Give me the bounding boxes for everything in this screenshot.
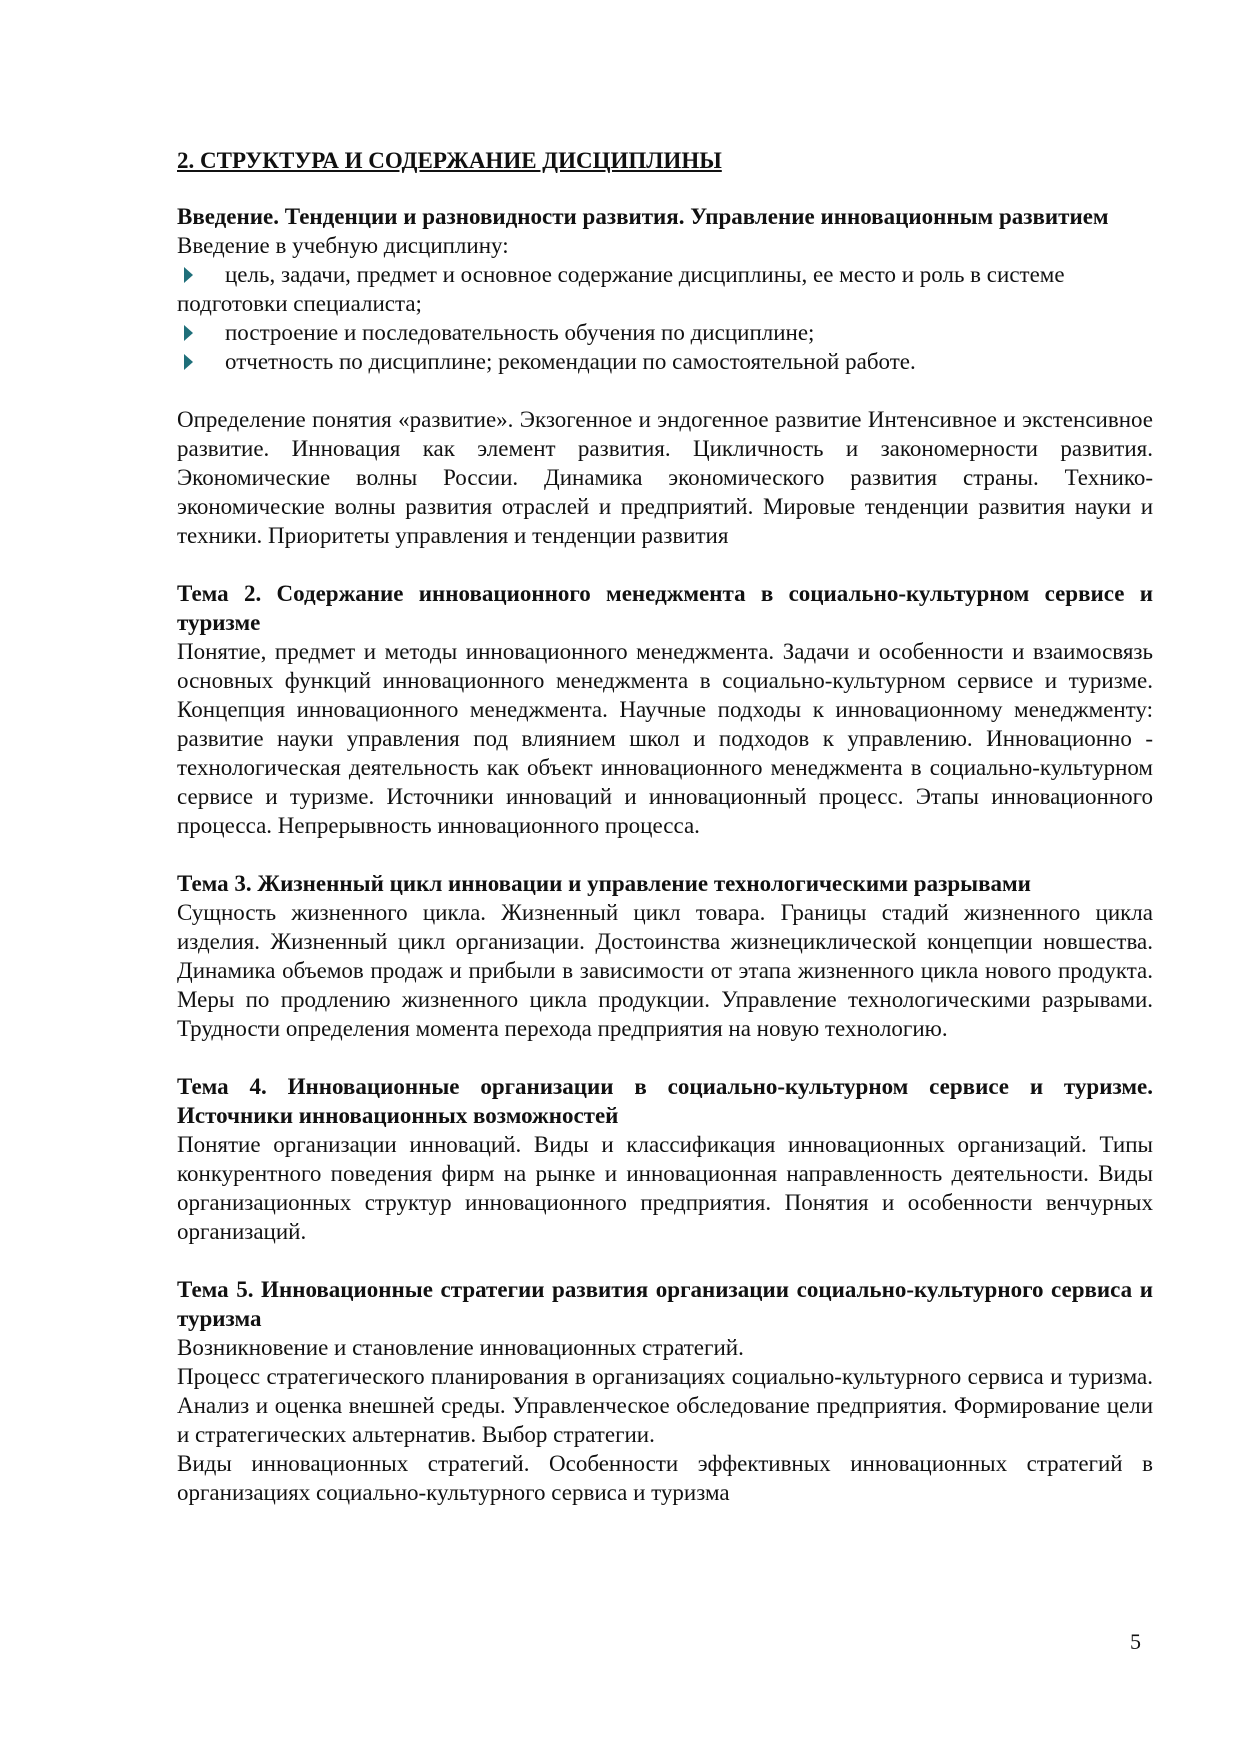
intro-lead: Введение в учебную дисциплину: — [177, 233, 509, 258]
list-item — [177, 260, 1153, 318]
topic-5-paragraph: Процесс стратегического планирования в организациях социально-культурного сервиса и туризма. Анализ и оценка внешней среды. Управленческое обследование предприятия. Формирование цели и стратегических альтернатив. Выбор стратегии. — [177, 1364, 1153, 1447]
topic-3-title: Тема 3. Жизненный цикл инновации и управление технологическими разрывами — [177, 871, 1031, 896]
intro-title: Введение. Тенденции и разновидности развития. Управление инновационным развитием — [177, 204, 1109, 229]
bullet-arrow-icon — [184, 354, 193, 370]
list-item-text: отчетность по дисциплине; рекомендации по самостоятельной работе. — [225, 349, 916, 374]
bullet-arrow-icon — [184, 325, 193, 341]
topic-5-paragraph: Возникновение и становление инновационных стратегий. — [177, 1335, 744, 1360]
bullet-arrow-icon — [184, 267, 193, 283]
list-item-text: цель, задачи, предмет и основное содержание дисциплины, ее место и роль в системе подготовки специалиста; — [177, 262, 1065, 316]
page-number: 5 — [1130, 1629, 1141, 1654]
list-item-text: построение и последовательность обучения по дисциплине; — [225, 320, 815, 345]
intro-body: Определение понятия «развитие». Экзогенное и эндогенное развитие Интенсивное и экстенсивное развитие. Инновация как элемент развития. Цикличность и закономерности развития. Экономические волны России. Динамика экономического развития страны. Технико-экономические волны развития отраслей и предприятий. Мировые тенденции развития науки и техники. Приоритеты управления и тенденции развития — [177, 407, 1153, 548]
spacer — [177, 840, 1153, 869]
spacer — [177, 1246, 1153, 1275]
spacer — [177, 376, 1153, 405]
topic-3-body: Сущность жизненного цикла. Жизненный цикл товара. Границы стадий жизненного цикла изделия. Жизненный цикл организации. Достоинства жизнециклической концепции новшества. Динамика объемов продаж и прибыли в зависимости от этапа жизненного цикла нового продукта. Меры по продлению жизненного цикла продукции. Управление технологическими разрывами. Трудности определения момента перехода предприятия на новую технологию. — [177, 900, 1153, 1041]
document-page — [177, 146, 1153, 1507]
topic-4-body: Понятие организации инноваций. Виды и классификация инновационных организаций. Типы конкурентного поведения фирм на рынке и инновационная направленность деятельности. Виды организационных структур инновационного предприятия. Понятия и особенности венчурных организаций. — [177, 1132, 1153, 1244]
section-title: 2. СТРУКТУРА И СОДЕРЖАНИЕ ДИСЦИПЛИНЫ — [177, 148, 722, 173]
topic-5-paragraph: Виды инновационных стратегий. Особенности эффективных инновационных стратегий в организациях социально-культурного сервиса и туризма — [177, 1451, 1153, 1505]
spacer — [177, 1043, 1153, 1072]
topic-2-body: Понятие, предмет и методы инновационного менеджмента. Задачи и особенности и взаимосвязь основных функций инновационного менеджмента в социально-культурном сервисе и туризме. Концепция инновационного менеджмента. Научные подходы к инновационному менеджменту: развитие науки управления под влиянием школ и подходов к управлению. Инновационно - технологическая деятельность как объект инновационного менеджмента в социально-культурном сервисе и туризме. Источники инноваций и инновационный процесс. Этапы инновационного процесса. Непрерывность инновационного процесса. — [177, 639, 1153, 838]
spacer — [177, 550, 1153, 579]
topic-2-title: Тема 2. Содержание инновационного менеджмента в социально-культурном сервисе и туризме — [177, 581, 1153, 635]
intro-bullet-list — [177, 260, 1153, 376]
topic-4-title: Тема 4. Инновационные организации в социально-культурном сервисе и туризме. Источники инновационных возможностей — [177, 1074, 1153, 1128]
topic-5-title: Тема 5. Инновационные стратегии развития организации социально-культурного сервиса и туризма — [177, 1277, 1153, 1331]
list-item — [177, 318, 1153, 347]
list-item — [177, 347, 1153, 376]
